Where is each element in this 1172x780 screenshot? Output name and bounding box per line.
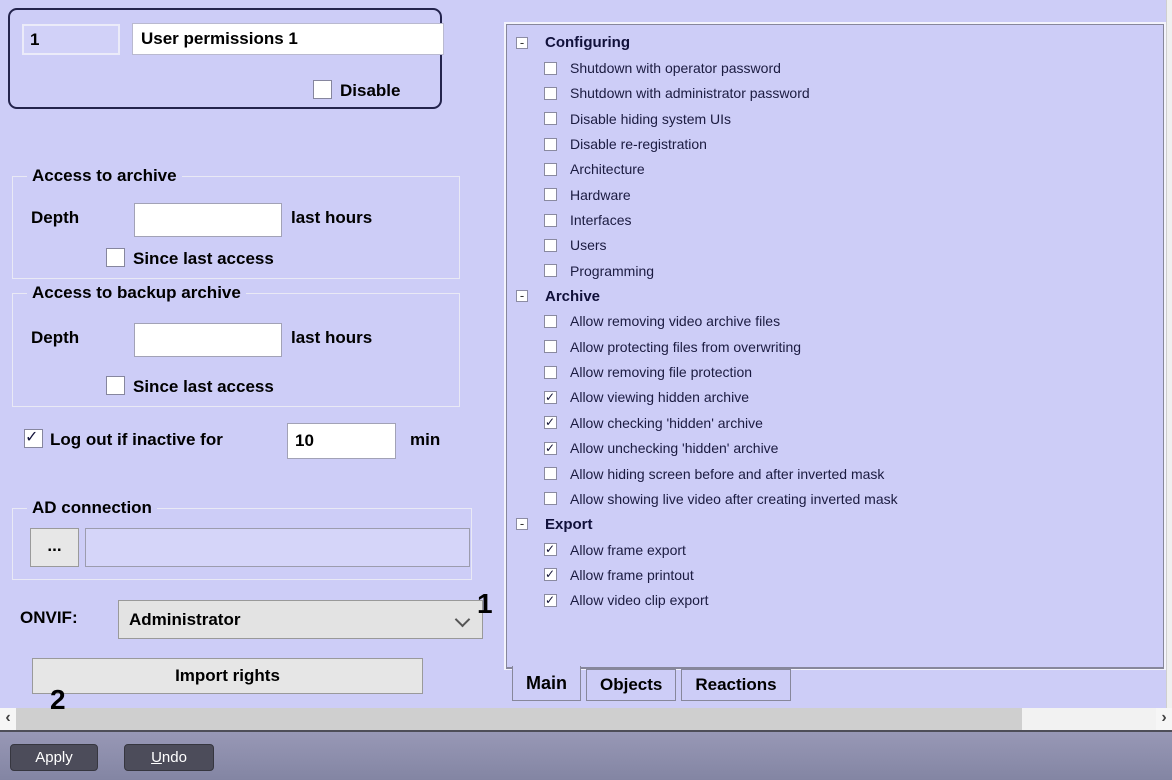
ad-connection-title: AD connection [27, 498, 157, 518]
tree-item[interactable] [544, 131, 1159, 156]
tree-item-checkbox[interactable] [544, 568, 557, 581]
tree-item-checkbox[interactable] [544, 163, 557, 176]
tree-item[interactable] [544, 385, 1159, 410]
tab-objects[interactable]: Objects [586, 669, 676, 701]
tab-reactions[interactable]: Reactions [681, 669, 790, 701]
tree-item[interactable] [544, 537, 1159, 562]
tree-item[interactable] [544, 233, 1159, 258]
collapse-toggle-icon[interactable]: - [516, 37, 528, 49]
tree-item-checkbox[interactable] [544, 594, 557, 607]
backup-archive-access-group [12, 283, 460, 407]
tree-item[interactable] [544, 207, 1159, 232]
chevron-down-icon [455, 612, 471, 628]
callout-1: 1 [477, 588, 493, 619]
tree-section-label: Configuring [545, 34, 630, 52]
tree-item-checkbox[interactable] [544, 366, 557, 379]
id-field[interactable]: 1 [22, 24, 120, 55]
tree-item-checkbox[interactable] [544, 543, 557, 556]
minutes-unit-label: min [410, 430, 441, 449]
last-hours-label: last hours [291, 328, 373, 347]
apply-button[interactable]: Apply [10, 744, 98, 771]
tree-item-label: Architecture [570, 161, 645, 178]
depth-label: Depth [31, 208, 80, 227]
tree-item[interactable] [544, 588, 1159, 613]
tree-item-label: Allow video clip export [570, 592, 709, 609]
tree-item-label: Interfaces [570, 212, 632, 229]
check-icon: ✓ [545, 440, 556, 455]
check-icon: ✓ [545, 592, 556, 607]
tree-item-checkbox[interactable] [544, 188, 557, 201]
tree-item[interactable] [544, 55, 1159, 80]
tree-item-checkbox[interactable] [544, 239, 557, 252]
tree-section-row [516, 283, 1159, 308]
permissions-panel [506, 24, 1164, 668]
tree-item-checkbox[interactable] [544, 492, 557, 505]
tree-item-checkbox[interactable] [544, 442, 557, 455]
ad-browse-button[interactable]: ... [30, 528, 79, 567]
archive-access-group [12, 166, 460, 279]
undo-button[interactable] [124, 744, 214, 771]
check-icon: ✓ [545, 389, 556, 404]
tree-item-checkbox[interactable] [544, 112, 557, 125]
disable-checkbox[interactable] [313, 80, 332, 99]
since-last-access-label: Since last access [133, 377, 274, 396]
tree-item-label: Programming [570, 262, 655, 279]
scroll-left-icon[interactable]: ‹ [0, 708, 16, 730]
tree-item-label: Allow frame export [570, 541, 686, 558]
scroll-right-icon[interactable]: › [1156, 708, 1172, 730]
check-icon: ✓ [25, 429, 39, 446]
tree-item[interactable] [544, 334, 1159, 359]
tree-section-row [516, 512, 1159, 537]
onvif-selected-value: Administrator [129, 610, 241, 629]
logout-inactive-label: Log out if inactive for [50, 430, 223, 449]
tree-item-label: Disable re-registration [570, 136, 707, 153]
tree-item-label: Allow showing live video after creating inverted mask [570, 490, 898, 507]
disable-label: Disable [340, 81, 401, 100]
tree-item-label: Allow protecting files from overwriting [570, 338, 802, 355]
tree-item-checkbox[interactable] [544, 340, 557, 353]
tree-item-label: Allow hiding screen before and after inverted mask [570, 465, 885, 482]
tree-item[interactable] [544, 157, 1159, 182]
tree-item-checkbox[interactable] [544, 87, 557, 100]
check-icon: ✓ [545, 542, 556, 557]
tree-item-checkbox[interactable] [544, 138, 557, 151]
tree-item-label: Disable hiding system UIs [570, 110, 732, 127]
tree-item-checkbox[interactable] [544, 214, 557, 227]
undo-label-rest: ndo [161, 749, 187, 766]
identity-box [8, 8, 442, 109]
since-last-access-label: Since last access [133, 249, 274, 268]
undo-label: U [151, 749, 162, 766]
logout-minutes-input[interactable]: 10 [287, 423, 396, 459]
tree-item[interactable] [544, 436, 1159, 461]
tree-item[interactable] [544, 562, 1159, 587]
callout-2: 2 [50, 684, 66, 715]
tree-item[interactable] [544, 182, 1159, 207]
tree-item-checkbox[interactable] [544, 467, 557, 480]
tree-item-label: Allow viewing hidden archive [570, 389, 749, 406]
tree-item-checkbox[interactable] [544, 62, 557, 75]
tree-section-label: Export [545, 515, 593, 533]
tree-item-checkbox[interactable] [544, 416, 557, 429]
collapse-toggle-icon[interactable]: - [516, 290, 528, 302]
check-icon: ✓ [545, 415, 556, 430]
tree-item-label: Allow removing file protection [570, 364, 753, 381]
tree-item[interactable] [544, 258, 1159, 283]
tree-item-label: Users [570, 237, 607, 254]
scrollbar-thumb[interactable] [16, 708, 1022, 730]
archive-access-title: Access to archive [27, 166, 182, 186]
depth-label: Depth [31, 328, 80, 347]
horizontal-scrollbar[interactable] [0, 708, 1172, 730]
tree-section-label: Archive [545, 287, 601, 305]
onvif-label: ONVIF: [20, 608, 78, 627]
onvif-dropdown[interactable] [118, 600, 483, 639]
backup-archive-title: Access to backup archive [27, 283, 246, 303]
tab-main[interactable]: Main [512, 666, 581, 701]
tree-section-row [516, 30, 1159, 55]
footer-bar [0, 732, 1172, 780]
tree-item-checkbox[interactable] [544, 315, 557, 328]
tree-item-label: Shutdown with administrator password [570, 85, 810, 102]
tree-item-checkbox[interactable] [544, 264, 557, 277]
tree-item-label: Allow frame printout [570, 566, 694, 583]
archive-depth-input[interactable] [134, 203, 282, 237]
permissions-tree [516, 30, 1159, 663]
tree-item[interactable] [544, 461, 1159, 486]
window-edge [1166, 0, 1172, 708]
tree-item-label: Hardware [570, 186, 631, 203]
ad-connection-group [12, 498, 472, 580]
since-last-access-checkbox[interactable] [106, 248, 125, 267]
tree-item[interactable] [544, 359, 1159, 384]
since-last-access-checkbox[interactable] [106, 376, 125, 395]
tree-item-label: Allow unchecking 'hidden' archive [570, 440, 779, 457]
name-field[interactable]: User permissions 1 [132, 23, 444, 55]
tree-item[interactable] [544, 81, 1159, 106]
tree-item-label: Allow checking 'hidden' archive [570, 414, 763, 431]
panel-tabbar [506, 668, 1164, 704]
tree-item-label: Shutdown with operator password [570, 60, 781, 77]
tree-item-label: Allow removing video archive files [570, 313, 781, 330]
import-rights-button[interactable]: Import rights [32, 658, 423, 694]
tree-item[interactable] [544, 309, 1159, 334]
last-hours-label: last hours [291, 208, 373, 227]
tree-item[interactable] [544, 106, 1159, 131]
tree-item-checkbox[interactable] [544, 391, 557, 404]
ad-connection-field[interactable] [85, 528, 470, 567]
tree-item[interactable] [544, 486, 1159, 511]
logout-inactive-checkbox[interactable] [24, 429, 43, 448]
check-icon: ✓ [545, 567, 556, 582]
tree-item[interactable] [544, 410, 1159, 435]
backup-depth-input[interactable] [134, 323, 282, 357]
collapse-toggle-icon[interactable]: - [516, 518, 528, 530]
